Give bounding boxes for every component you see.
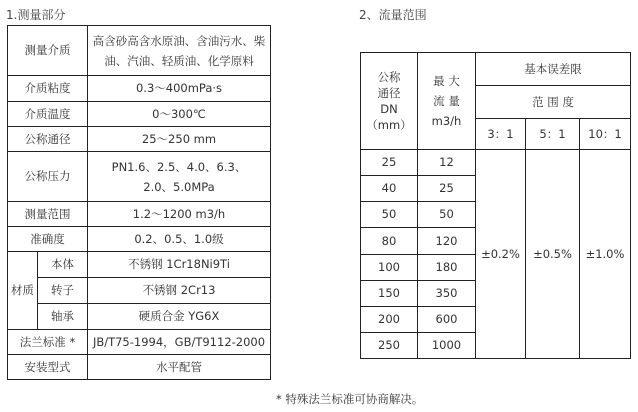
- label-accuracy: 准确度: [8, 227, 88, 252]
- error-cell-5: ±0.5%: [526, 150, 580, 359]
- label-material: 材质: [8, 252, 38, 330]
- row-flange: [8, 330, 271, 355]
- dn-cell: 80: [361, 228, 418, 255]
- flow-cell: 600: [418, 307, 476, 333]
- label-install: 安装型式: [8, 355, 88, 380]
- value-pressure-line2: 2.0、5.0MPa: [143, 179, 215, 194]
- flow-cell: 1000: [418, 333, 476, 359]
- dn-cell: 250: [361, 333, 418, 359]
- table-row: [361, 150, 631, 176]
- label-temperature: 介质温度: [8, 102, 88, 127]
- material-value-rotor: 不锈钢 2Cr13: [88, 278, 271, 304]
- row-material-body: [8, 252, 271, 278]
- row-medium: [8, 26, 271, 76]
- material-value-bearing: 硬质合金 YG6X: [88, 304, 271, 330]
- label-medium: 测量介质: [8, 26, 88, 76]
- header-ratio-5: 5：1: [526, 119, 580, 150]
- row-range: [8, 202, 271, 227]
- value-viscosity: 0.3～400mPa·s: [88, 76, 271, 102]
- flow-cell: 180: [418, 255, 476, 281]
- row-accuracy: [8, 227, 271, 252]
- dn-cell: 50: [361, 202, 418, 228]
- value-range: 1.2～1200 m3/h: [88, 202, 271, 227]
- value-flange: JB/T75-1994，GB/T9112-2000: [88, 330, 271, 355]
- value-medium-line1: 高含砂高含水原油、含油污水、柴: [92, 33, 266, 48]
- header-error-title: 基本误差限: [476, 53, 631, 86]
- material-part-body: 本体: [38, 252, 88, 278]
- error-cell-10: ±1.0%: [580, 150, 631, 359]
- flow-cell: 12: [418, 150, 476, 176]
- value-diameter: 25～250 mm: [88, 127, 271, 152]
- header-flow: [418, 53, 476, 150]
- flow-cell: 120: [418, 228, 476, 255]
- header-flow-line3: m3/h: [431, 114, 462, 128]
- dn-cell: 200: [361, 307, 418, 333]
- row-material-rotor: [8, 278, 271, 304]
- value-pressure: [88, 152, 271, 202]
- row-temperature: [8, 102, 271, 127]
- flow-cell: 350: [418, 281, 476, 307]
- dn-cell: 25: [361, 150, 418, 176]
- error-cell-3: ±0.2%: [476, 150, 526, 359]
- header-flow-line1: 最 大: [433, 74, 460, 88]
- label-flange: 法兰标准 *: [8, 330, 88, 355]
- value-install: 水平配管: [88, 355, 271, 380]
- header-dn-line2: 通径: [377, 86, 401, 100]
- material-part-rotor: 转子: [38, 278, 88, 304]
- header-row-1: [361, 53, 631, 86]
- left-heading: 1.测量部分: [6, 8, 66, 22]
- material-part-bearing: 轴承: [38, 304, 88, 330]
- label-range: 测量范围: [8, 202, 88, 227]
- row-diameter: [8, 127, 271, 152]
- header-dn-line4: （mm）: [366, 118, 412, 132]
- flow-cell: 25: [418, 176, 476, 202]
- dn-cell: 40: [361, 176, 418, 202]
- value-pressure-line1: PN1.6、2.5、4.0、6.3、: [111, 159, 247, 174]
- header-flow-line2: 流 量: [433, 94, 460, 108]
- header-dn-line1: 公称: [377, 70, 401, 84]
- row-viscosity: [8, 76, 271, 102]
- dn-cell: 150: [361, 281, 418, 307]
- material-value-body: 不锈钢 1Cr18Ni9Ti: [88, 252, 271, 278]
- footnote: * 特殊法兰标准可协商解决。: [276, 392, 424, 406]
- row-pressure: [8, 152, 271, 202]
- flow-cell: 50: [418, 202, 476, 228]
- row-install: [8, 355, 271, 380]
- label-diameter: 公称通径: [8, 127, 88, 152]
- header-ratio-3: 3：1: [476, 119, 526, 150]
- value-temperature: 0～300℃: [88, 102, 271, 127]
- header-dn-line3: DN: [380, 102, 398, 116]
- flow-range-table: [360, 52, 631, 359]
- value-medium: [88, 26, 271, 76]
- label-viscosity: 介质粘度: [8, 76, 88, 102]
- measurement-table: [7, 25, 271, 380]
- header-range-title: 范 围 度: [476, 86, 631, 119]
- value-medium-line2: 油、汽油、轻质油、化学原料: [104, 53, 254, 68]
- header-ratio-10: 10：1: [580, 119, 631, 150]
- right-heading: 2、流量范围: [359, 8, 427, 22]
- value-accuracy: 0.2、0.5、1.0级: [88, 227, 271, 252]
- row-material-bearing: [8, 304, 271, 330]
- dn-cell: 100: [361, 255, 418, 281]
- label-pressure: 公称压力: [8, 152, 88, 202]
- header-dn: [361, 53, 418, 150]
